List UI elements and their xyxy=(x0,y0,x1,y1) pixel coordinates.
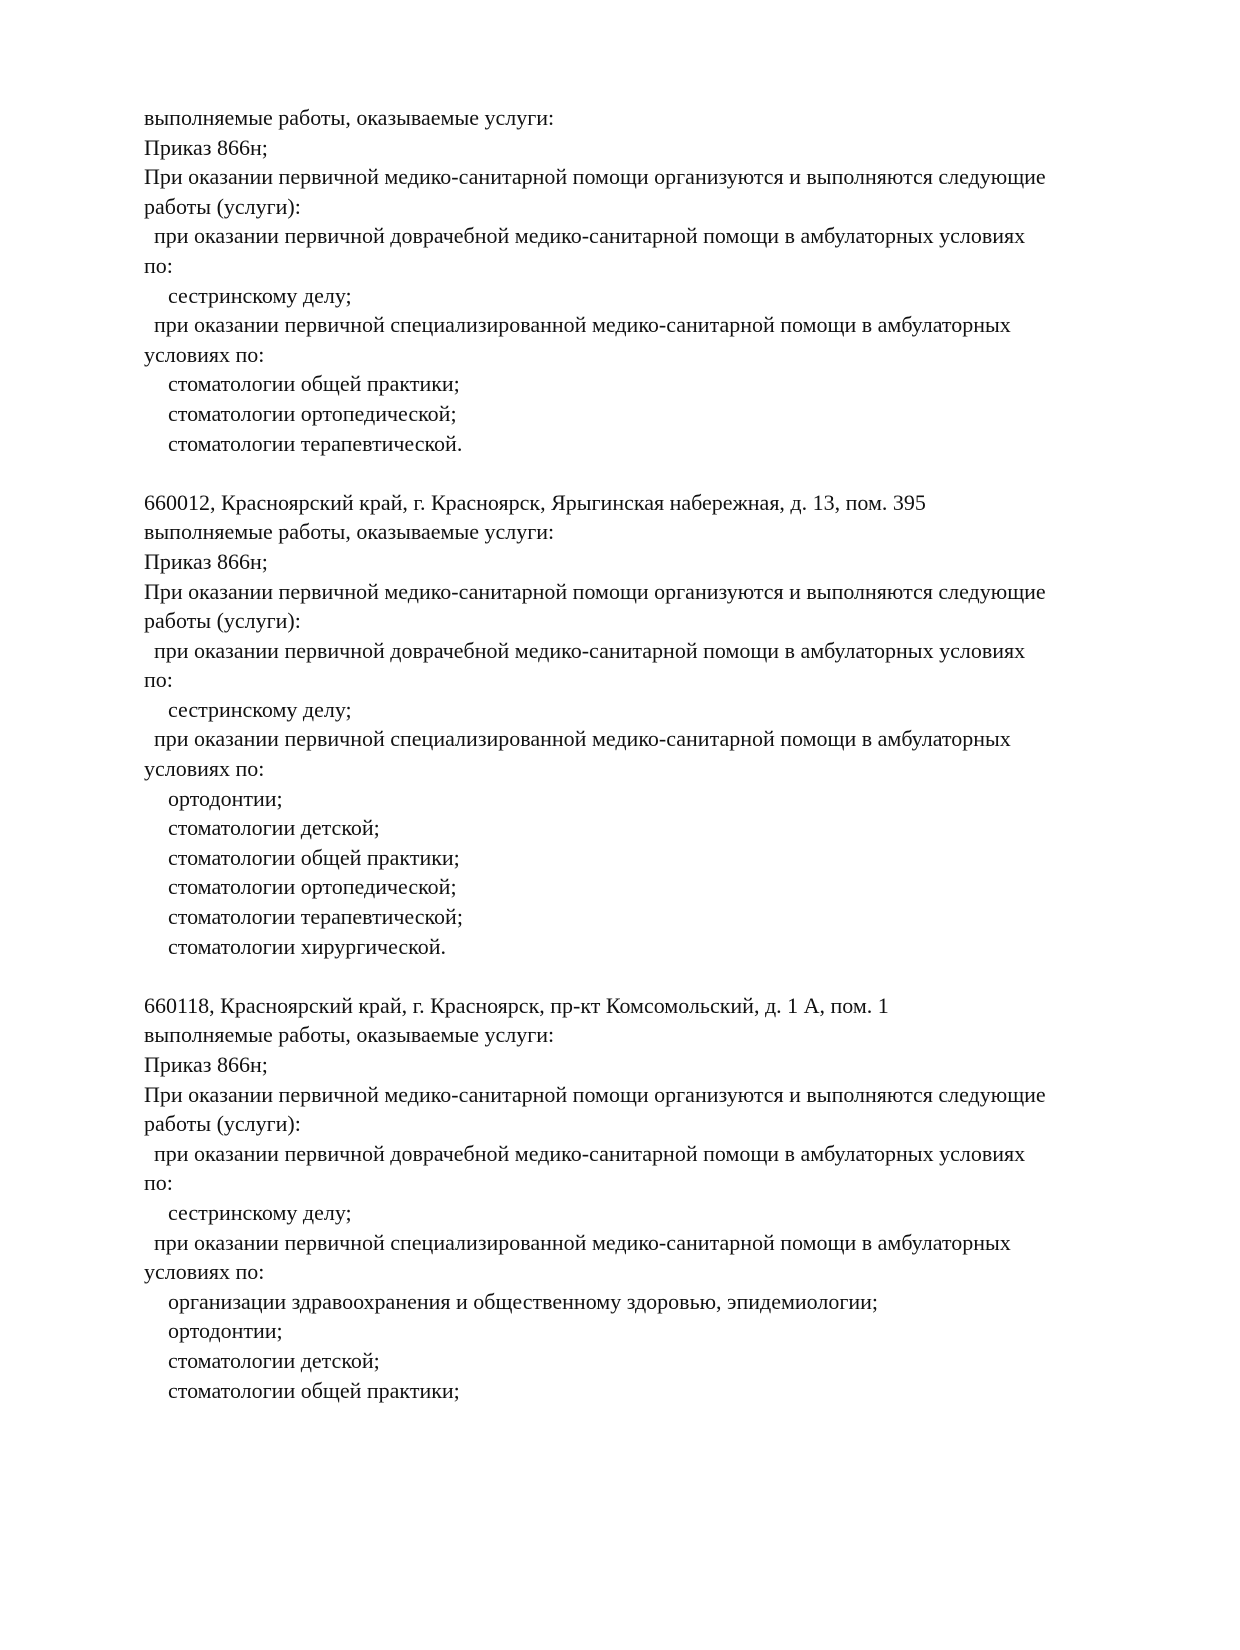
text-line: при оказании первичной специализированной медико-санитарной помощи в амбулаторных xyxy=(154,1229,1011,1255)
address-line: 660012, Красноярский край, г. Красноярск, Ярыгинская набережная, д. 13, пом. 395 xyxy=(144,489,926,515)
service-item: стоматологии терапевтической. xyxy=(168,430,463,456)
service-item: стоматологии ортопедической; xyxy=(168,874,457,900)
service-item: стоматологии детской; xyxy=(168,815,380,841)
text-line: при оказании первичной специализированной медико-санитарной помощи в амбулаторных xyxy=(154,312,1011,338)
service-item: ортодонтии; xyxy=(168,785,283,811)
text-line: по: xyxy=(144,1170,173,1196)
text-line: При оказании первичной медико-санитарной помощи организуются и выполняются следующие xyxy=(144,1081,1046,1107)
text-line: выполняемые работы, оказываемые услуги: xyxy=(144,1022,555,1048)
text-line: работы (услуги): xyxy=(144,608,301,634)
block-spacer xyxy=(144,458,1144,488)
text-line: При оказании первичной медико-санитарной помощи организуются и выполняются следующие xyxy=(144,164,1046,190)
address-block xyxy=(144,103,1144,458)
text-line: при оказании первичной доврачебной медико-санитарной помощи в амбулаторных условиях xyxy=(154,637,1026,663)
address-block xyxy=(144,991,1144,1405)
text-line: Приказ 866н; xyxy=(144,1052,268,1077)
text-line: условиях по: xyxy=(144,756,265,782)
address-block xyxy=(144,488,1144,962)
text-line: условиях по: xyxy=(144,341,265,367)
service-item: сестринскому делу; xyxy=(168,1199,352,1225)
text-line: При оказании первичной медико-санитарной помощи организуются и выполняются следующие xyxy=(144,578,1046,604)
service-item: стоматологии терапевтической; xyxy=(168,904,463,930)
text-line: при оказании первичной специализированной медико-санитарной помощи в амбулаторных xyxy=(154,726,1011,752)
text-line: условиях по: xyxy=(144,1259,265,1285)
service-item: сестринскому делу; xyxy=(168,282,352,308)
text-line: Приказ 866н; xyxy=(144,134,268,160)
service-item: ортодонтии; xyxy=(168,1318,283,1344)
text-line: работы (услуги): xyxy=(144,1111,301,1137)
service-item: стоматологии детской; xyxy=(168,1347,380,1373)
service-item: стоматологии хирургической. xyxy=(168,933,446,959)
text-line: по: xyxy=(144,667,173,693)
text-line: Приказ 866н; xyxy=(144,548,268,574)
text-line: при оказании первичной доврачебной медико-санитарной помощи в амбулаторных условиях xyxy=(154,1140,1026,1166)
block-spacer xyxy=(144,961,1144,991)
service-item: стоматологии общей практики; xyxy=(168,371,460,397)
text-line: выполняемые работы, оказываемые услуги: xyxy=(144,105,555,130)
text-line: работы (услуги): xyxy=(144,193,301,219)
document-page xyxy=(144,103,1144,1405)
service-item: стоматологии ортопедической; xyxy=(168,400,457,426)
text-line: по: xyxy=(144,252,173,278)
service-item: стоматологии общей практики; xyxy=(168,1377,460,1403)
service-item: сестринскому делу; xyxy=(168,696,352,722)
text-line: выполняемые работы, оказываемые услуги: xyxy=(144,519,555,545)
address-line: 660118, Красноярский край, г. Красноярск, пр-кт Комсомольский, д. 1 А, пом. 1 xyxy=(144,992,889,1018)
service-item: стоматологии общей практики; xyxy=(168,844,460,870)
service-item: организации здравоохранения и общественному здоровью, эпидемиологии; xyxy=(168,1288,879,1314)
text-line: при оказании первичной доврачебной медико-санитарной помощи в амбулаторных условиях xyxy=(154,223,1026,249)
